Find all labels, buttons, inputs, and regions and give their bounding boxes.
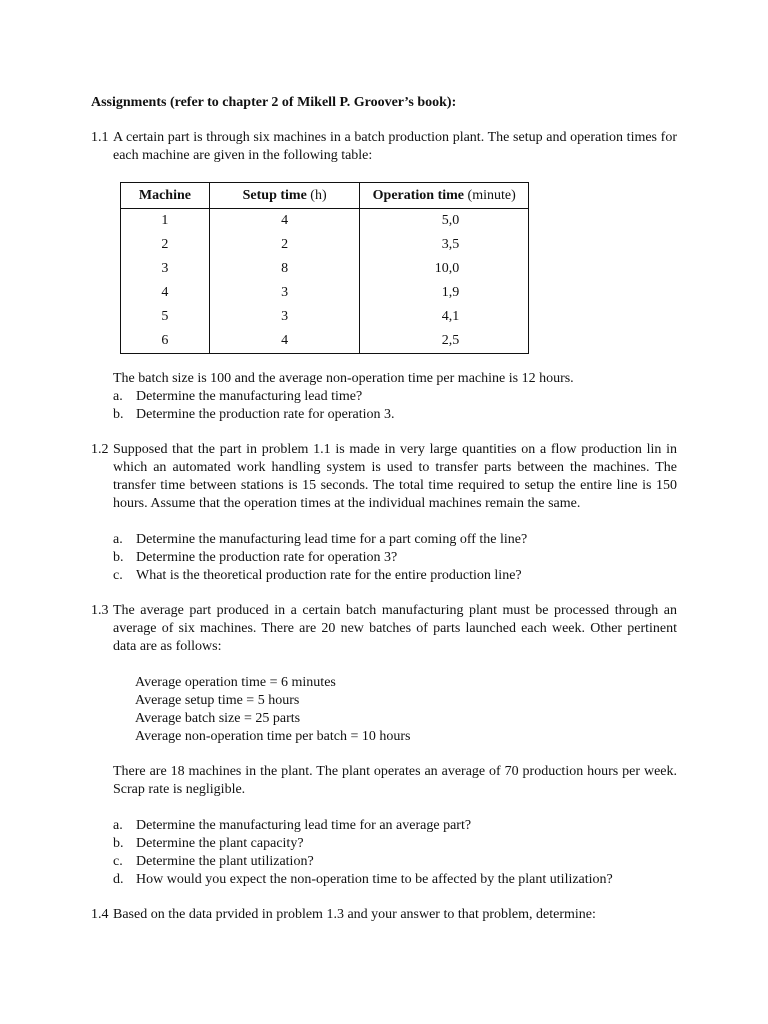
table-row <box>121 209 529 234</box>
cell-operation: 1,9 <box>360 281 529 305</box>
table-row <box>121 233 529 257</box>
cell-operation: 2,5 <box>360 329 529 354</box>
header-setup-time: Setup time (h) <box>209 183 360 209</box>
cell-operation: 4,1 <box>360 305 529 329</box>
cell-setup: 2 <box>209 233 360 257</box>
cell-machine: 2 <box>121 233 210 257</box>
cell-operation: 3,5 <box>360 233 529 257</box>
list-item: b. Determine the production rate for operation 3. <box>113 407 395 422</box>
header-machine: Machine <box>121 183 210 209</box>
cell-setup: 4 <box>209 209 360 234</box>
problem-text: The average part produced in a certain batch manufacturing plant must be processed through an average of six machines. There are 20 new batches of parts launched each week. Other pertinent data are as follows: <box>113 603 677 654</box>
list-item: c. Determine the plant utilization? <box>113 854 314 869</box>
table-row <box>121 329 529 354</box>
cell-operation: 10,0 <box>360 257 529 281</box>
problem-1-2 <box>91 441 677 513</box>
cell-machine: 5 <box>121 305 210 329</box>
problem-number: 1.3 <box>91 603 109 618</box>
problem-1-4 <box>91 906 677 924</box>
table-row <box>121 281 529 305</box>
data-line: Average setup time = 5 hours <box>135 693 300 708</box>
cell-machine: 4 <box>121 281 210 305</box>
cell-machine: 6 <box>121 329 210 354</box>
table-header-row <box>121 183 529 209</box>
problem-text: A certain part is through six machines in a batch production plant. The setup and operation times for each machine are given in the following table: <box>113 130 677 163</box>
list-item: c. What is the theoretical production rate for the entire production line? <box>113 568 522 583</box>
problem-1-3-items <box>113 817 677 889</box>
problem-1-2-items <box>113 531 677 585</box>
assignments-title: Assignments (refer to chapter 2 of Mikell P. Groover’s book): <box>91 95 457 110</box>
cell-setup: 3 <box>209 281 360 305</box>
problem-1-3-data <box>135 674 699 746</box>
problem-note: There are 18 machines in the plant. The plant operates an average of 70 production hours per week. Scrap rate is negligible. <box>113 764 677 797</box>
problem-number: 1.1 <box>91 130 109 145</box>
problem-text: Supposed that the part in problem 1.1 is made in very large quantities on a flow production lin in which an automated work handling system is used to transfer parts between the machines. The transfer time between stations is 15 seconds. The total time required to setup the entire line is 150 hours. Assume that the operation times at the individual machines remain the same. <box>113 442 677 511</box>
problem-1-1 <box>91 129 677 165</box>
cell-setup: 3 <box>209 305 360 329</box>
problem-number: 1.4 <box>91 907 109 922</box>
list-item: b. Determine the plant capacity? <box>113 836 304 851</box>
list-item: a. Determine the manufacturing lead time? <box>113 389 363 404</box>
cell-machine: 1 <box>121 209 210 234</box>
data-line: Average batch size = 25 parts <box>135 711 301 726</box>
list-item: a. Determine the manufacturing lead time for an average part? <box>113 818 472 833</box>
data-line: Average non-operation time per batch = 10 hours <box>135 729 411 744</box>
list-item: d. How would you expect the non-operation time to be affected by the plant utilization? <box>113 872 613 887</box>
cell-setup: 4 <box>209 329 360 354</box>
cell-setup: 8 <box>209 257 360 281</box>
cell-machine: 3 <box>121 257 210 281</box>
problem-1-1-followup <box>113 370 677 424</box>
header-operation-time: Operation time (minute) <box>360 183 529 209</box>
list-item: b. Determine the production rate for operation 3? <box>113 550 398 565</box>
problem-text: Based on the data prvided in problem 1.3 and your answer to that problem, determine: <box>113 907 596 922</box>
cell-operation: 5,0 <box>360 209 529 234</box>
problem-note: The batch size is 100 and the average non-operation time per machine is 12 hours. <box>113 371 574 386</box>
table-row <box>121 305 529 329</box>
problem-number: 1.2 <box>91 442 109 457</box>
machine-table <box>120 182 529 354</box>
table-row <box>121 257 529 281</box>
problem-1-3 <box>91 602 677 656</box>
data-line: Average operation time = 6 minutes <box>135 675 336 690</box>
list-item: a. Determine the manufacturing lead time for a part coming off the line? <box>113 532 528 547</box>
